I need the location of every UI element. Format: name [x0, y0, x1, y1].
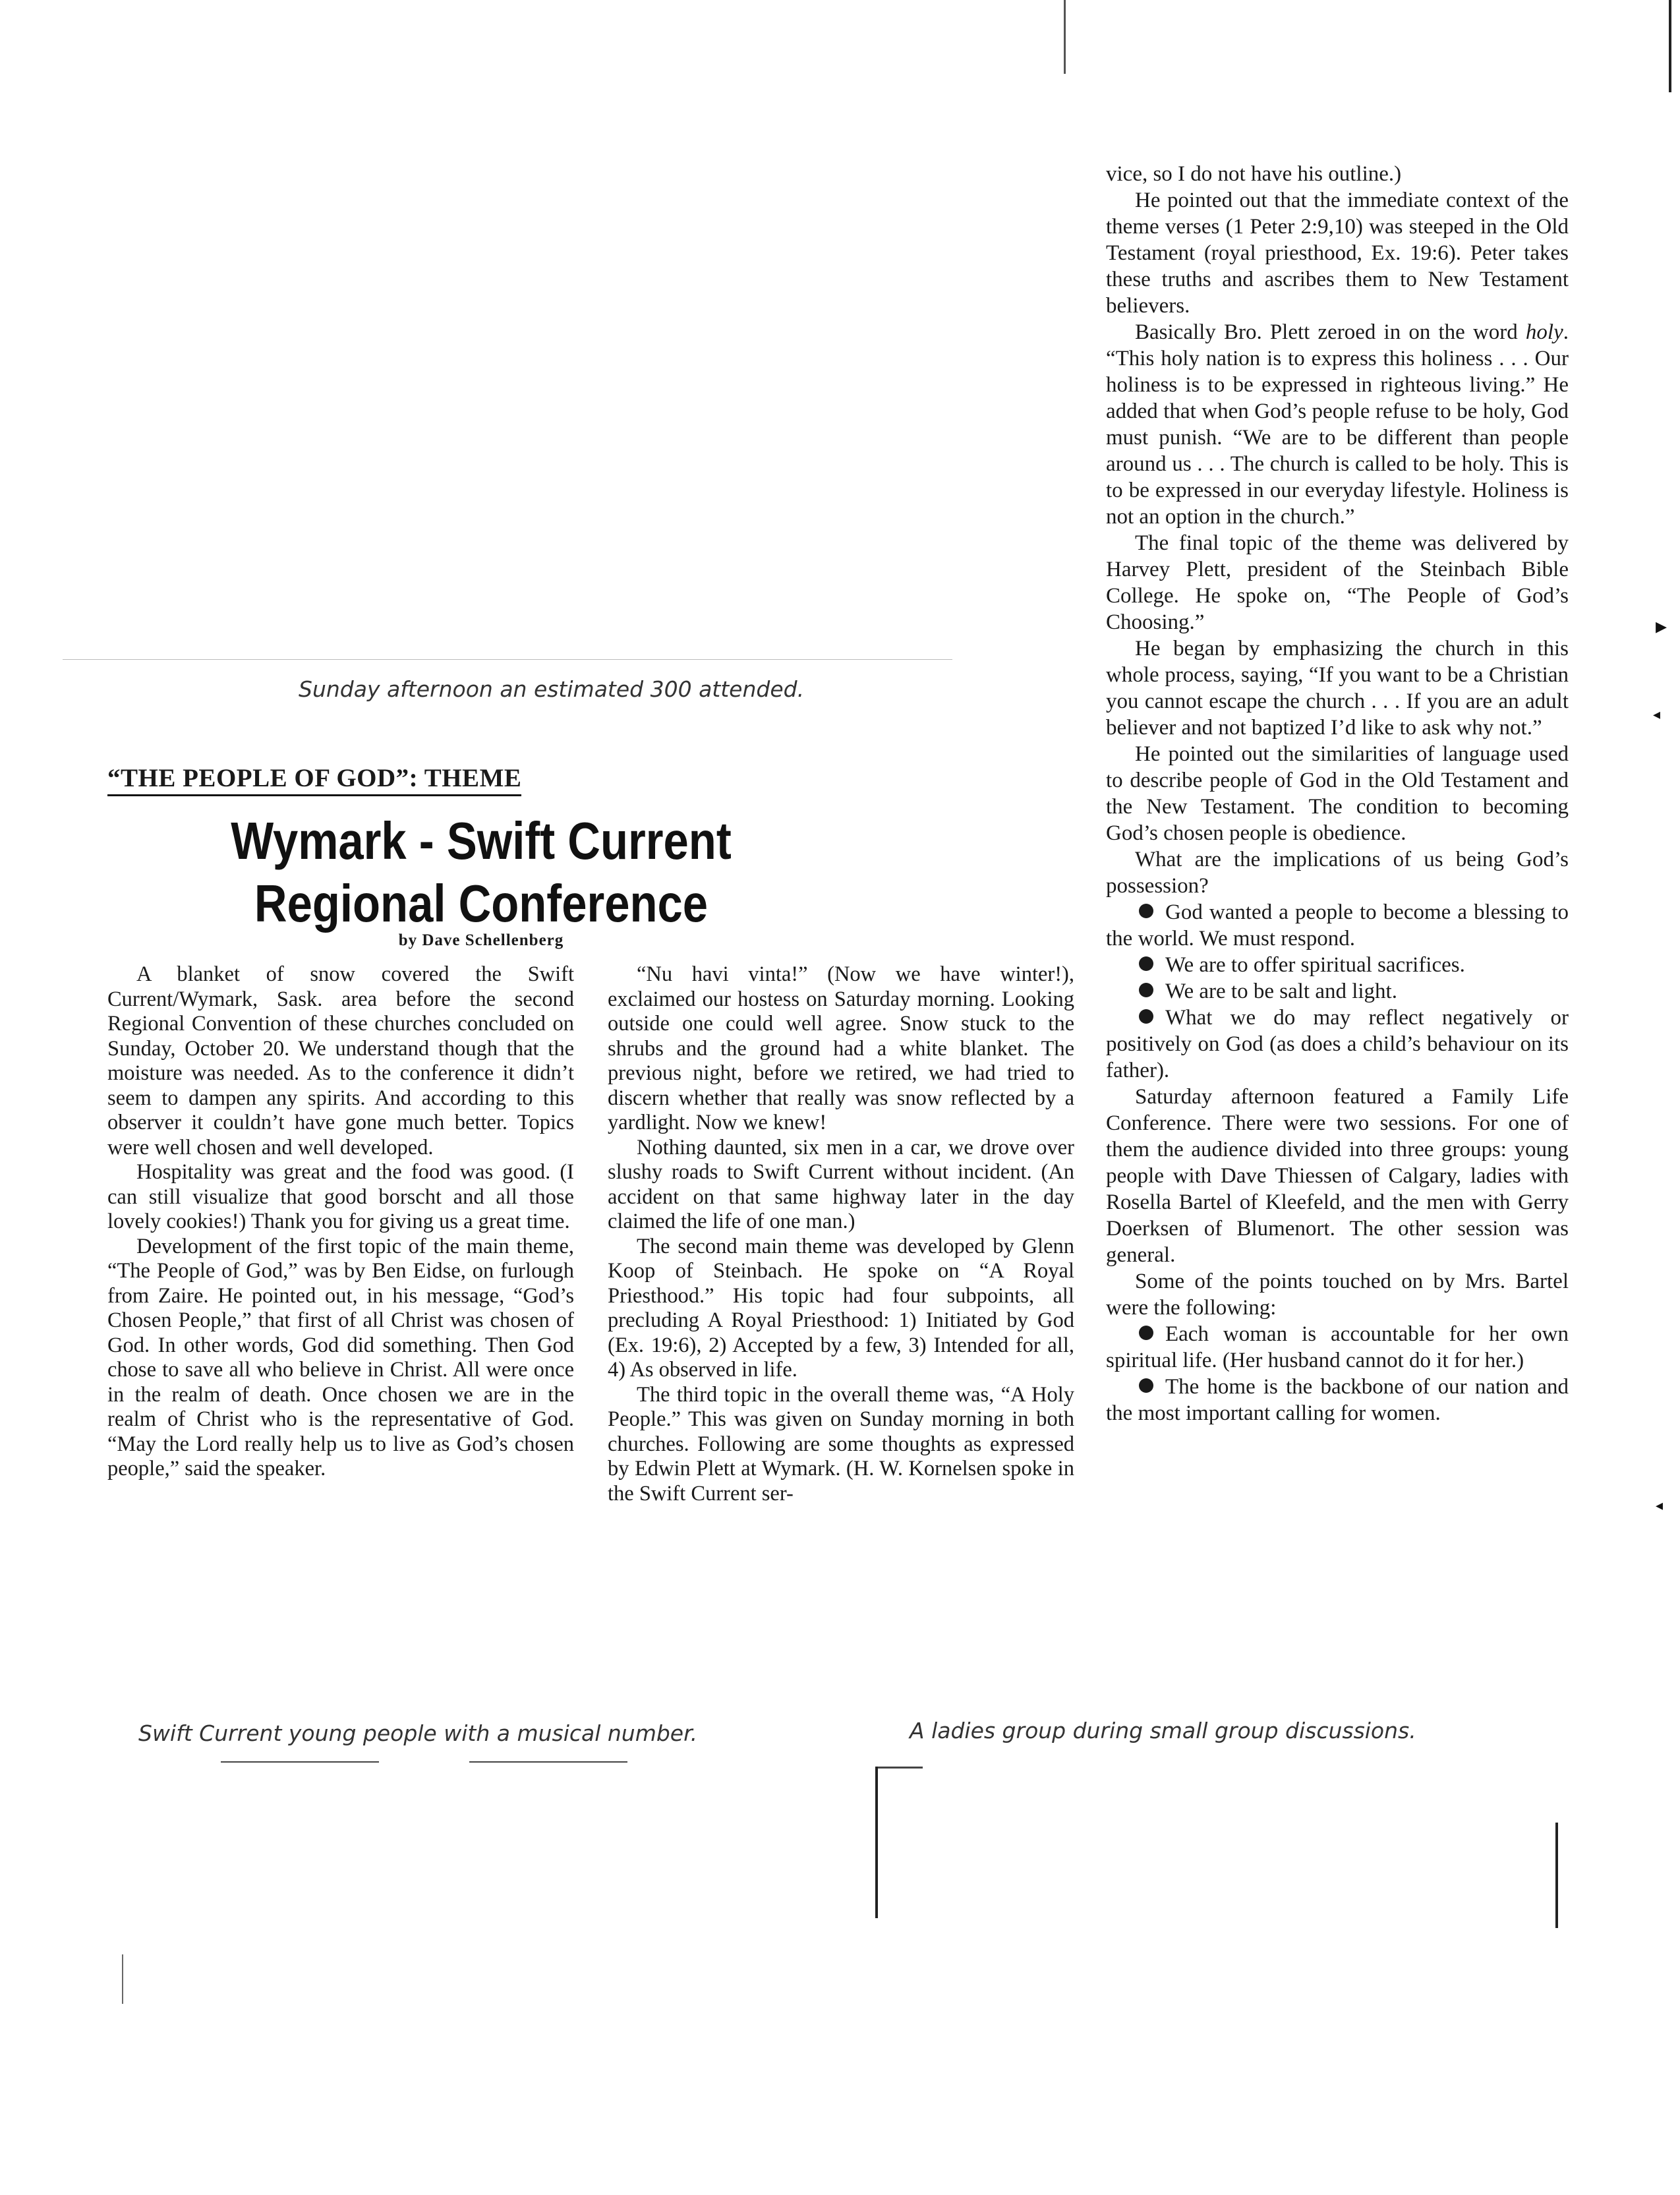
headline-line-2: Regional Conference — [254, 874, 709, 933]
photo-caption-top: Sunday afternoon an estimated 300 attended. — [299, 676, 805, 702]
bullet-item: Each woman is accountable for her own spiritual life. (Her husband cannot do it for her.) — [1106, 1322, 1569, 1372]
article-column-2 — [608, 962, 1074, 1506]
paragraph: Nothing daunted, six men in a car, we drove over slushy roads to Swift Current without incident. (An accident on that same highway later in the day claimed the life of one man.) — [608, 1135, 1074, 1233]
bullet-item: We are to be salt and light. — [1106, 978, 1569, 1005]
bullet-icon — [1139, 1326, 1153, 1340]
photo-frame-edge — [1555, 1823, 1558, 1928]
photo-bottom-rule — [63, 659, 952, 660]
paragraph: Development of the first topic of the main theme, “The People of God,” was by Ben Eidse, on furlough from Zaire. He pointed out, in his message, “God’s Chosen People,” that first of all Christ was chosen of God. In other words, God did something. Then God chose to save all who believe in Christ. All were once in the realm of death. Once chosen we are in the realm of Christ who is the representative of God. “May the Lord really help us to live as God’s chosen people,” said the speaker. — [107, 1234, 574, 1480]
paragraph: Saturday afternoon featured a Family Life Conference. There were two sessions. For one of them the audience divided into three groups: young people with Dave Thiessen of Calgary, ladies with Rosella Bartel of Kleefeld, and the men with Gerry Doerksen of Blumenort. The other session was general. — [1106, 1085, 1569, 1267]
paragraph: The second main theme was developed by Glenn Koop of Steinbach. He spoke on “A Royal Priesthood.” His topic had four subpoints, all precluding A Royal Priesthood: 1) Initiated by God (Ex. 19:6), 2) Accepted by a few, 3) Intended for all, 4) As observed in life. — [608, 1234, 1074, 1382]
paragraph: Some of the points touched on by Mrs. Bartel were the following: — [1106, 1270, 1569, 1320]
scan-mark: ◂ — [1653, 707, 1661, 723]
paragraph: He pointed out that the immediate context of the theme verses (1 Peter 2:9,10) was steeped in the Old Testament (royal priesthood, Ex. 19:6). Peter takes these truths and ascribes them to New Testament believers. — [1106, 189, 1569, 318]
bullet-icon — [1139, 983, 1153, 997]
bullet-item: God wanted a people to become a blessing to the world. We must respond. — [1106, 900, 1569, 951]
paragraph: Basically Bro. Plett zeroed in on the word holy. “This holy nation is to express this holiness . . . Our holiness is to be expressed in righteous living.” He added that when God’s people refuse to be holy, God must punish. “We are to be different than people around us . . . The church is called to be holy. This is to be expressed in our everyday lifestyle. Holiness is not an option in the church.” — [1106, 320, 1569, 529]
bullet-icon — [1139, 904, 1153, 918]
paragraph: The third topic in the overall theme was, “A Holy People.” This was given on Sunday morning in both churches. Following are some thoughts as expressed by Edwin Plett at Wymark. (H. W. Kornelsen spoke in the Swift Current ser- — [608, 1382, 1074, 1506]
photo-top-rule — [221, 1761, 379, 1763]
bullet-item: The home is the backbone of our nation and the most important calling for women. — [1106, 1375, 1569, 1425]
photo-caption-left: Swift Current young people with a musical number. — [138, 1720, 698, 1746]
article-kicker: “THE PEOPLE OF GOD”: THEME — [107, 763, 521, 796]
article-byline: by Dave Schellenberg — [398, 931, 564, 949]
scan-edge-line-right-top — [1669, 0, 1671, 92]
article-column-1 — [107, 962, 574, 1482]
article-headline — [158, 809, 804, 935]
bullet-item: We are to offer spiritual sacrifices. — [1106, 952, 1569, 978]
paragraph: “Nu havi vinta!” (Now we have winter!), exclaimed our hostess on Saturday morning. Looking outside one could well agree. Snow stuck to the shrubs and the ground had a white blanket. The previous night, before we retired, we had tried to discern whether that really was snow reflected by a yardlight. Now we knew! — [608, 962, 1074, 1134]
photo-top-rule — [877, 1767, 923, 1769]
photo-top-rule — [469, 1761, 627, 1763]
scan-mark: ◂ — [1656, 1498, 1664, 1514]
bullet-icon — [1139, 1009, 1153, 1024]
paragraph: The final topic of the theme was delivered by Harvey Plett, president of the Steinbach Bible College. He spoke on, “The People of God’s Choosing.” — [1106, 531, 1569, 634]
scan-edge-line-top — [1064, 0, 1066, 74]
headline-line-1: Wymark - Swift Current — [231, 811, 732, 870]
paragraph: Hospitality was great and the food was good. (I can still visualize that good borscht and all those lovely cookies!) Thank you for giving us a great time. — [107, 1160, 574, 1233]
paragraph: vice, so I do not have his outline.) — [1106, 162, 1402, 186]
paragraph: A blanket of snow covered the Swift Current/Wymark, Sask. area before the second Regional Convention of these churches concluded on Sunday, October 20. We understand though that the moisture was needed. As to the conference it didn’t seem to dampen any spirits. And according to this observer it couldn’t have gone much better. Topics were well chosen and well developed. — [107, 962, 574, 1159]
paragraph: What are the implications of us being God’s possession? — [1106, 848, 1569, 898]
bullet-item: What we do may reflect negatively or positively on God (as does a child’s behaviour on its father). — [1106, 1006, 1569, 1082]
photo-frame-edge — [122, 1954, 123, 2004]
paragraph: He began by emphasizing the church in this whole process, saying, “If you want to be a Christian you cannot escape the church . . . If you are an adult believer and not baptized I’d like to ask why not.” — [1106, 637, 1569, 740]
photo-caption-right: A ladies group during small group discussions. — [910, 1718, 1416, 1743]
paragraph: He pointed out the similarities of language used to describe people of God in the Old Testament and the New Testament. The condition to becoming God’s chosen people is obedience. — [1106, 742, 1569, 845]
scan-mark: ▸ — [1656, 613, 1667, 639]
photo-frame-edge — [875, 1767, 878, 1918]
bullet-icon — [1139, 956, 1153, 971]
bullet-icon — [1139, 1378, 1153, 1393]
article-column-3 — [1106, 161, 1569, 1426]
